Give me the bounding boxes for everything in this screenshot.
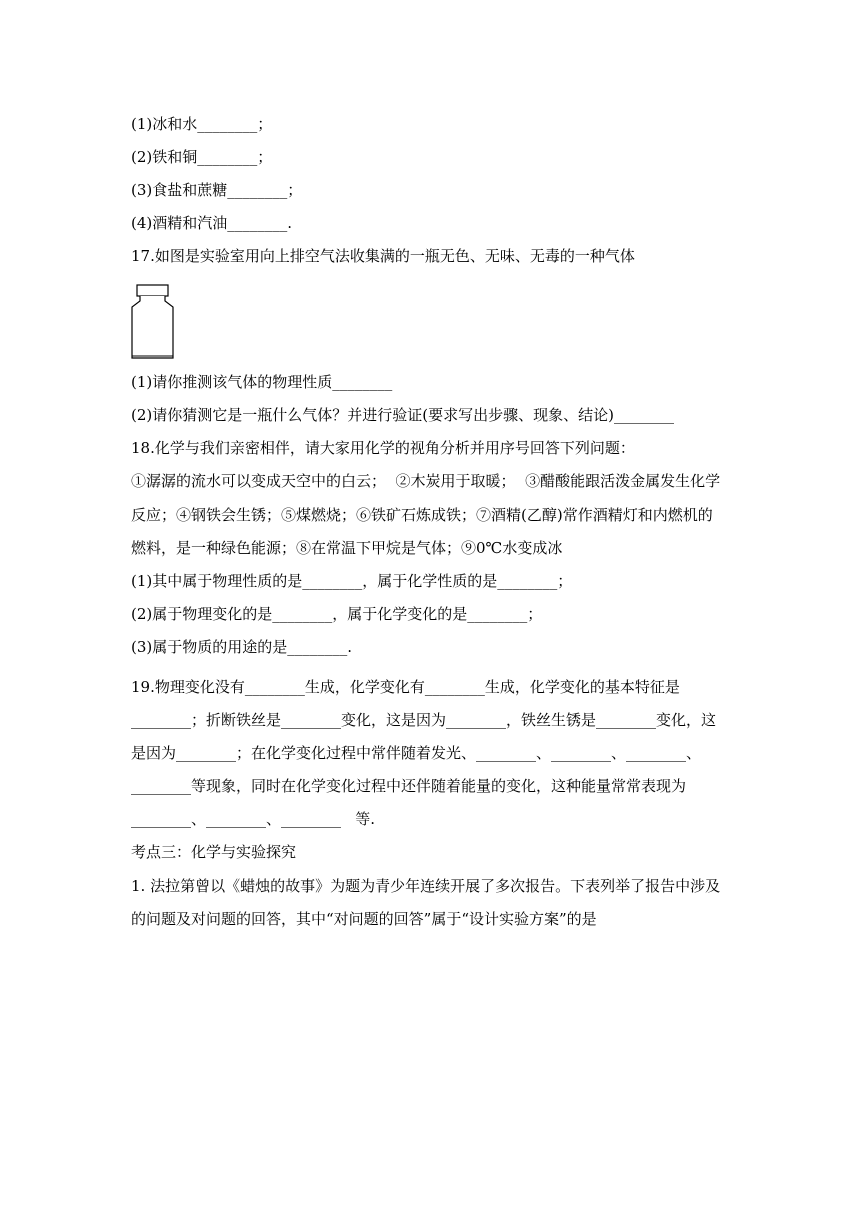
s3-q1-line-1: 1. 法拉第曾以《蜡烛的故事》为题为青少年连续开展了多次报告。下表列举了报告中涉及 xyxy=(131,877,721,895)
q17-part-2: (2)请你猜测它是一瓶什么气体？并进行验证(要求写出步骤、现象、结论)________ xyxy=(131,406,674,424)
section-heading: 考点三：化学与实验探究 xyxy=(131,843,297,861)
q16-item-2: (2)铁和铜________； xyxy=(131,148,273,166)
q19-line-2: ________；折断铁丝是________变化，这是因为________，铁丝生锈是________变化，这 xyxy=(131,711,717,729)
q17-stem: 17.如图是实验室用向上排空气法收集满的一瓶无色、无味、无毒的一种气体 xyxy=(131,247,635,265)
q16-item-1: (1)冰和水________； xyxy=(131,115,273,133)
q19-line-1: 19.物理变化没有________生成，化学变化有________生成，化学变化的基本特征是 xyxy=(131,678,680,696)
q19-line-4: ________等现象，同时在化学变化过程中还伴随着能量的变化，这种能量常常表现为 xyxy=(131,777,687,795)
s3-q1-line-2: 的问题及对问题的回答，其中“对问题的回答”属于“设计实验方案”的是 xyxy=(131,910,597,928)
q16-item-3: (3)食盐和蔗糖________； xyxy=(131,181,303,199)
q16-item-4: (4)酒精和汽油________. xyxy=(131,214,293,232)
q18-stem: 18.化学与我们亲密相伴，请大家用化学的视角分析并用序号回答下列问题： xyxy=(131,439,635,457)
q18-part-1: (1)其中属于物理性质的是________，属于化学性质的是________； xyxy=(131,572,573,590)
q19-line-3: 是因为________；在化学变化过程中常伴随着发光、________、________、________、 xyxy=(131,744,702,762)
q17-part-1: (1)请你推测该气体的物理性质________ xyxy=(131,373,393,391)
q18-options-line-3: 燃料，是一种绿色能源；⑧在常温下甲烷是气体；⑨0℃水变成冰 xyxy=(131,539,563,557)
gas-bottle-figure xyxy=(131,284,175,360)
q18-part-2: (2)属于物理变化的是________，属于化学变化的是________； xyxy=(131,605,543,623)
q19-line-5: ________、________、________ 等. xyxy=(131,810,376,828)
q18-options-line-1: ①潺潺的流水可以变成天空中的白云； ②木炭用于取暖； ③醋酸能跟活泼金属发生化学 xyxy=(131,472,721,490)
q18-part-3: (3)属于物质的用途的是________. xyxy=(131,638,353,656)
q18-options-line-2: 反应；④钢铁会生锈；⑤煤燃烧；⑥铁矿石炼成铁；⑦酒精(乙醇)常作酒精灯和内燃机的 xyxy=(131,506,713,524)
